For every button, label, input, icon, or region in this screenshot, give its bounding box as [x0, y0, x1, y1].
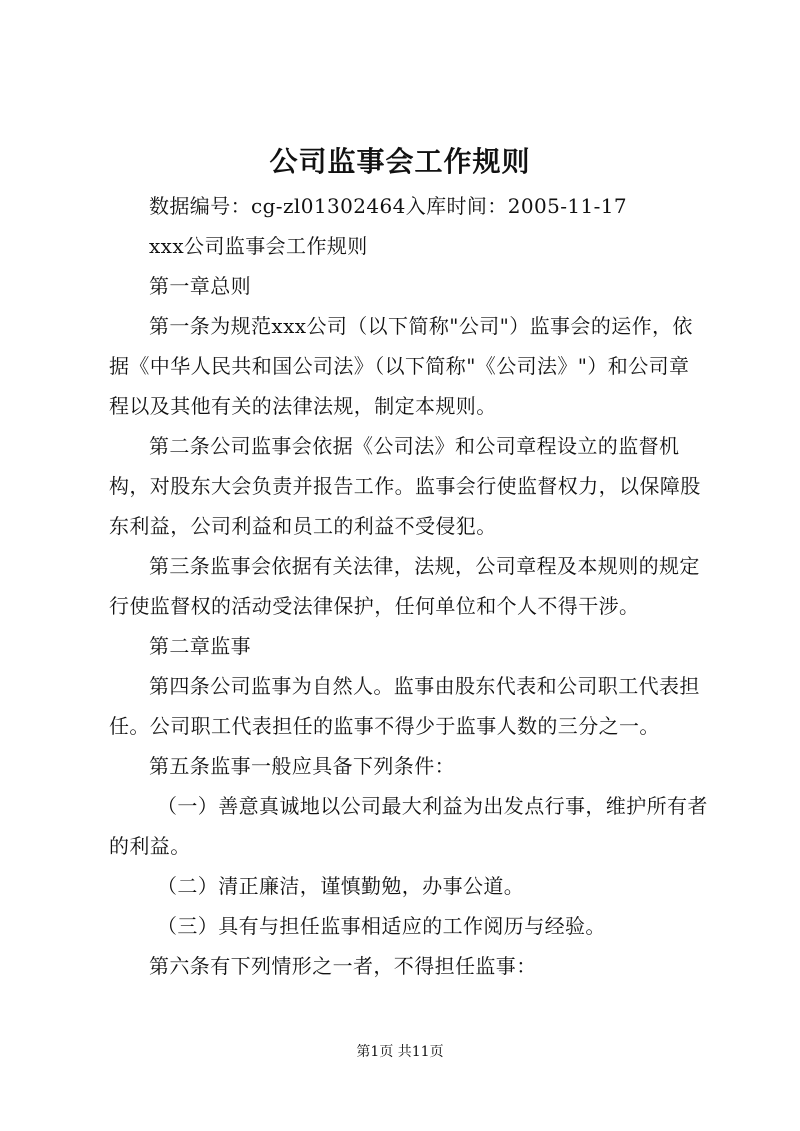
article-6: 第六条有下列情形之一者，不得担任监事：	[149, 954, 537, 978]
paragraph-rules-title: xxx公司监事会工作规则	[149, 234, 368, 258]
condition-2: （二）清正廉洁，谨慎勤勉，办事公道。	[157, 874, 525, 898]
condition-1: （一）善意真诚地以公司最大利益为出发点行事，维护所有者的利益。	[109, 794, 708, 858]
article-2: 第二条公司监事会依据《公司法》和公司章程设立的监督机构，对股东大会负责并报告工作。监事会行使监督权力，以保障股东利益，公司利益和员工的利益不受侵犯。	[109, 434, 701, 538]
chapter-heading-2: 第二章监事	[149, 634, 251, 658]
condition-3: （三）具有与担任监事相适应的工作阅历与经验。	[157, 914, 606, 938]
meta-line: 数据编号：cg-zl01302464入库时间：2005-11-17	[149, 194, 628, 218]
article-5: 第五条监事一般应具备下列条件：	[149, 754, 455, 778]
document-body	[109, 186, 709, 986]
article-3: 第三条监事会依据有关法律，法规，公司章程及本规则的规定行使监督权的活动受法律保护，任何单位和个人不得干涉。	[109, 554, 700, 618]
chapter-heading-1: 第一章总则	[149, 274, 251, 298]
page-footer: 第1页 共11页	[356, 1044, 444, 1060]
article-1: 第一条为规范xxx公司（以下简称"公司"）监事会的运作，依据《中华人民共和国公司法》（以下简称"《公司法》"）和公司章程以及其他有关的法律法规，制定本规则。	[109, 314, 693, 418]
article-4: 第四条公司监事为自然人。监事由股东代表和公司职工代表担任。公司职工代表担任的监事不得少于监事人数的三分之一。	[109, 674, 700, 738]
document-title: 公司监事会工作规则	[269, 145, 531, 178]
